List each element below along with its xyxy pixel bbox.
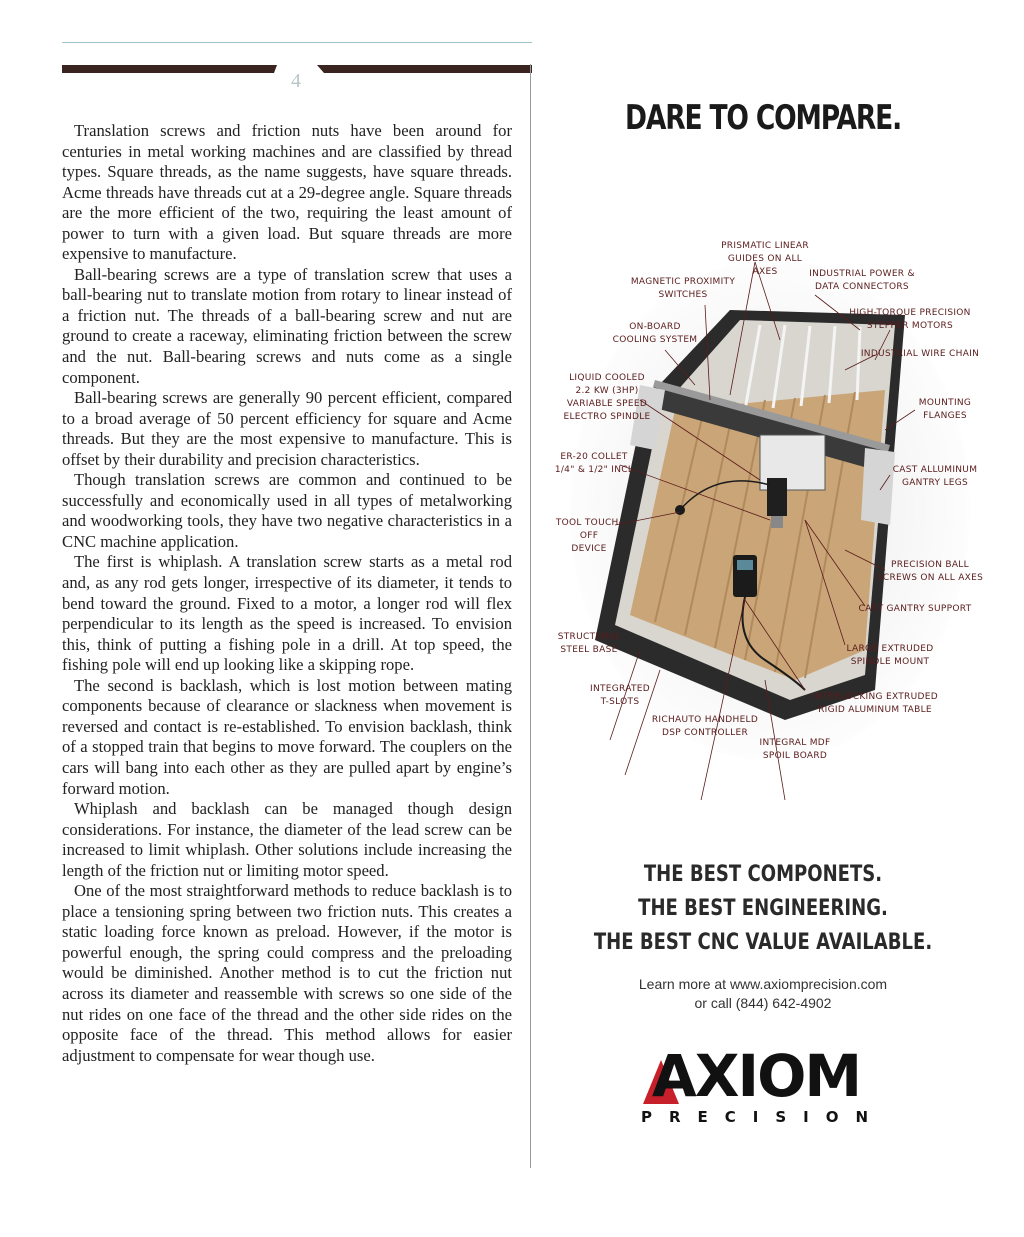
column-divider (530, 64, 531, 1168)
callout-dsp-controller: RICHAUTO HANDHELD DSP CONTROLLER (651, 715, 759, 738)
advertisement (545, 90, 985, 1150)
logo-wordmark: AXIOM (651, 1042, 861, 1110)
ad-tagline (584, 858, 942, 960)
callout-gantry-legs: CAST ALLUMINUM GANTRY LEGS (892, 465, 978, 488)
article-paragraph: Ball-bearing screws are generally 90 percent efficient, compared to a broad average of 50 percent efficiency for square and Acme threads. But they are the most expensive to manufacture. This is offset by their durability and precision characteristics. (62, 388, 512, 469)
contact-website: Learn more at www.axiomprecision.com (638, 976, 888, 992)
callout-proximity-switches: MAGNETIC PROXIMITY SWITCHES (630, 277, 736, 300)
top-rule (62, 42, 532, 43)
article-paragraph: Whiplash and backlash can be managed though design considerations. For instance, the diameter of the lead screw can be increased to limit whiplash. Other solutions include increasing the length of the friction nut or limiting motor speed. (62, 799, 512, 880)
callout-linear-guides: PRISMATIC LINEAR GUIDES ON ALL AXES (721, 241, 809, 277)
callout-ball-screws: PRECISION BALL SCREWS ON ALL AXES (876, 560, 984, 583)
callout-wire-chain: INDUSTRIAL WIRE CHAIN (860, 349, 980, 359)
page-number: 4 (291, 70, 301, 92)
ad-contact (545, 975, 981, 1013)
article-paragraph: Translation screws and friction nuts have been around for centuries in metal working machines and are classified by thread types. Square threads, as the name suggests, have square threads. Acme threads have threads cut at a 29-degree angle. Square threads are the more efficient of the two, requiring the least amount of power to turn with a given load. But square threads are more expensive to manufacture. (62, 121, 512, 264)
callout-spoil-board: INTEGRAL MDF SPOIL BOARD (759, 738, 831, 761)
callout-touch-off: TOOL TOUCH-OFF DEVICE (555, 518, 623, 554)
tagline-line: THE BEST COMPONETS. (643, 862, 883, 887)
article-paragraph: Though translation screws are common and continued to be successfully and economically used in all types of metalworking and woodworking tools, they have two negative characteristics in a CNC machine application. (62, 470, 512, 551)
callout-stepper-motors: HIGH-TORQUE PRECISION STEPPER MOTORS (849, 308, 971, 331)
article-paragraph: The second is backlash, which is lost motion between mating components because of clearance or slackness when movement is reversed and contact is re-established. To envision backlash, think of a stopped train that begins to move forward. The couplers on the cars will bang into each other as they are pulled apart by engine’s forward motion. (62, 675, 512, 798)
callout-t-slots: INTEGRATED T-SLOTS (589, 684, 650, 707)
axiom-logo (641, 1042, 886, 1130)
ad-headline: DARE TO COMPARE. (625, 98, 901, 138)
article-body (62, 121, 512, 1066)
callout-spindle-mount: LARGE EXTRUDED SPINDLE MOUNT (846, 644, 934, 667)
callout-cooling-system: ON-BOARD COOLING SYSTEM (612, 322, 698, 345)
callout-steel-base: STRUCTURAL STEEL BASE (557, 632, 621, 655)
article-paragraph: One of the most straightforward methods to reduce backlash is to place a tensioning spring between two friction nuts. This creates a static loading force known as preload. However, if the motor is powerful enough, the spring could compress and the preloading would be diminished. Another method is to cut the friction nut across its diameter and reassemble with screws so one side of the nut rides on one face of the thread and the other side rides on the opposite face of the thread. This method allows for easier adjustment to compensate for wear though use. (62, 881, 512, 1065)
contact-phone: or call (844) 642-4902 (694, 995, 832, 1011)
logo-subtitle: PRECISION (641, 1108, 886, 1126)
article-paragraph: Ball-bearing screws are a type of translation screw that uses a ball-bearing nut to translate motion from rotary to linear instead of a friction nut. The threads of a ball-bearing screw and nut are ground to create a raceway, eliminating friction between the screw and the nut. Ball-bearing screws and nuts come as a single component. (62, 264, 512, 387)
callout-aluminum-table: INTERLOCKING EXTRUDED RIGID ALUMINUM TABLE (812, 692, 938, 715)
callout-power-connectors: INDUSTRIAL POWER & DATA CONNECTORS (809, 269, 915, 292)
callout-mounting-flanges: MOUNTING FLANGES (918, 398, 972, 421)
article-paragraph: The first is whiplash. A translation screw starts as a metal rod and, as any rod gets longer, irrespective of its diameter, it tends to bend toward the ground. Fixed to a motor, a longer rod will flex perpendicular to its length as the speed is increased. To envision this, think of putting a fishing pole in a drill. At top speed, the fishing pole will end up looking like a skipping rope. (62, 552, 512, 675)
tagline-line: THE BEST ENGINEERING. (638, 896, 888, 921)
callout-collet: ER-20 COLLET 1/4" & 1/2" INCL (554, 452, 634, 475)
tagline-line: THE BEST CNC VALUE AVAILABLE. (593, 930, 933, 955)
callout-gantry-support: CAST GANTRY SUPPORT (858, 604, 972, 614)
callout-spindle: LIQUID COOLED 2.2 KW (3HP) VARIABLE SPEED ELECTRO SPINDLE (563, 373, 651, 422)
